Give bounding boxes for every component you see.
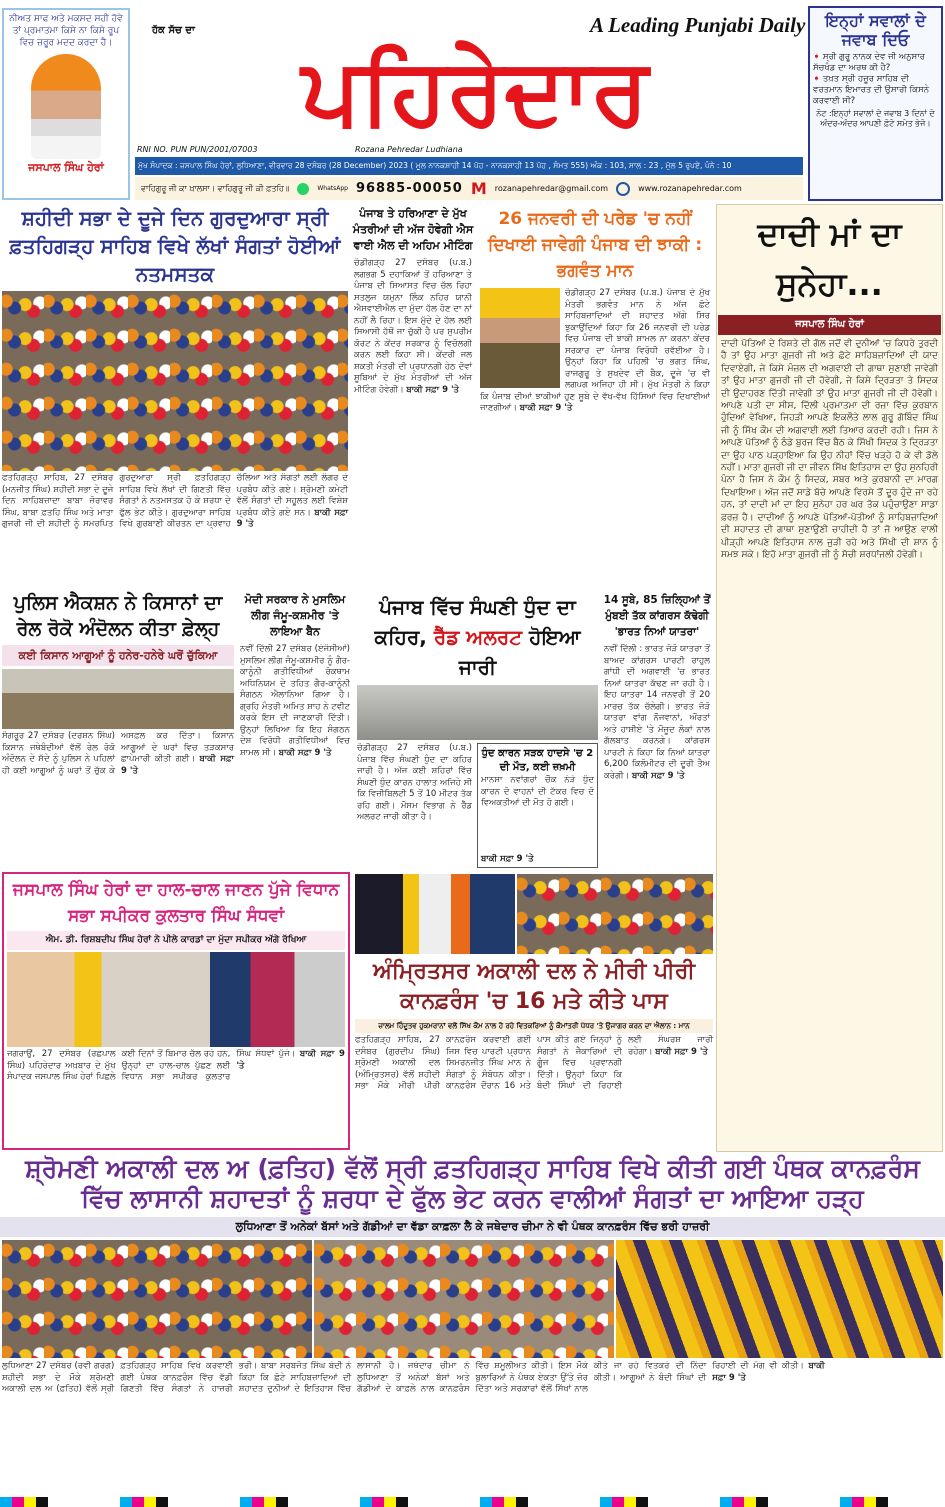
photo-bhagwant-mann: [480, 288, 560, 388]
headline-amritsar-akali: ਅੰਮ੍ਰਿਤਸਰ ਅਕਾਲੀ ਦਲ ਨੇ ਮੀਰੀ ਪੀਰੀ ਕਾਨਫ਼ਰੰਸ 'ਚ 16 ਮਤੇ ਕੀਤੇ ਪਾਸ: [372, 959, 696, 1014]
continued-link[interactable]: ਬਾਕੀ ਸਫ਼ਾ 9 'ਤੇ: [655, 1046, 708, 1057]
speaker-subhead: ਐਮ. ਡੀ. ਰਿਸ਼ਬਦੀਪ ਸਿੰਘ ਹੇਰਾਂ ਨੇ ਪੀਲੇ ਕਾਰਡਾਂ ਦਾ ਮੁੱਦਾ ਸਪੀਕਰ ਅੱਗੇ ਰੱਖਿਆ: [7, 931, 345, 950]
newspaper-logo: ਪਹਿਰੇਦਾਰ: [301, 38, 649, 145]
continued-link[interactable]: ਬਾਕੀ ਸਫ਼ਾ 9 'ਤੇ: [236, 1049, 345, 1071]
continued-link[interactable]: ਬਾਕੀ ਸਫ਼ਾ 9 'ਤੇ: [406, 384, 459, 395]
headline-fatehgarh: ਸ਼ਹੀਦੀ ਸਭਾ ਦੇ ਦੂਜੇ ਦਿਨ ਗੁਰਦੁਆਰਾ ਸ੍ਰੀ ਫ਼ਤਹਿਗੜ੍ਹ ਸਾਹਿਬ ਵਿਖੇ ਲੱਖਾਂ ਸੰਗਤਾਂ ਹੋਈਆਂ ਨਤਮਸਤਕ: [9, 206, 341, 286]
photo-simranjit-mann: [355, 874, 515, 954]
continued-link[interactable]: ਬਾਕੀ ਸਫ਼ਾ 9 'ਤੇ: [631, 770, 685, 781]
amritsar-subhead: ਜ਼ਾਲਮ ਹਿੰਦੂਤਵ ਹੁਕਮਰਾਨਾਂ ਵਲੋਂ ਸਿੱਖ ਕੌਮ ਨਾਲ ਹੋ ਰਹੇ ਵਿਤਕਰਿਆਂ ਨੂੰ ਕੌਮਾਂਤਰੀ ਪੱਧਰ 'ਤੇ ਉਜਾਗਰ ਕਰਨ ਦਾ ਐਲਾਨ : ਮਾਨ: [355, 1019, 713, 1033]
headline-speaker-visit: ਜਸਪਾਲ ਸਿੰਘ ਹੇਰਾਂ ਦਾ ਹਾਲ-ਚਾਲ ਜਾਣਨ ਪੁੱਜੇ ਵਿਧਾਨ ਸਭਾ ਸਪੀਕਰ ਕੁਲਤਾਰ ਸਿੰਘ ਸੰਧਵਾਂ: [12, 880, 340, 926]
story-fatehgarh: [0, 204, 350, 582]
article-body-meeting: ਚੰਡੀਗੜ੍ਹ 27 ਦਸੰਬਰ (ਪ.ਬ.) ਲਗਭਗ 5 ਦਹਾਕਿਆਂ ਤੋਂ ਹਰਿਆਣਾ ਤੇ ਪੰਜਾਬ ਦੀ ਸਿਆਸਤ ਵਿਚ ਚੱਲ ਰਿਹਾ ਸਤਲੁਜ ਯਮੁਨਾ ਲਿੰਕ ਨਹਿਰ ਯਾਨੀ ਐਸਵਾਈਐਲ ਦਾ ਮੁੱਦਾ ਹੱਲ ਹੋਣ ਦਾ ਨਾਂ ਨਹੀਂ ਲੈ ਰਿਹਾ। ਇਸ ਮੁੱਦੇ ਦੇ ਹੱਲ ਲਈ ਸਿਆਸੀ ਹੱਥੋਂ ਜਾ ਚੁੱਕੀ ਹੈ ਪਰ ਸੁਪਰੀਮ ਕੋਰਟ ਨੇ ਕੇਂਦਰ ਸਰਕਾਰ ਨੂੰ ਵਿਚੋਲਗੀ ਕਰਨ ਲਈ ਕਿਹਾ ਸੀ। ਕੇਂਦਰੀ ਜਲ ਸ਼ਕਤੀ ਮੰਤਰੀ ਦੀ ਪ੍ਰਧਾਨਗੀ ਹੇਠ ਦੋਵਾਂ ਸੂਬਿਆਂ ਦੇ ਮੁੱਖ ਮੰਤਰੀਆਂ ਦੀ ਅੱਜ ਮੀਟਿੰਗ ਹੋਵੇਗੀ। ਬਾਕੀ ਸਫ਼ਾ 9 'ਤੇ: [354, 258, 472, 395]
story-amritsar-akali: [355, 874, 713, 1150]
photo-sangat-crowd: [2, 291, 348, 471]
headline-dadi-maa: ਦਾਦੀ ਮਾਂ ਦਾ ਸੁਨੇਹਾ...: [757, 215, 902, 303]
photo-fog-road: [357, 685, 598, 740]
fog-accident-box: ਧੁੰਦ ਕਾਰਨ ਸੜਕ ਹਾਦਸੇ 'ਚ 2 ਦੀ ਮੌਤ, ਕਈ ਜ਼ਖ਼ਮੀ ਮਾਨਸਾ ਨਵਾਂਗਰਾਂ ਚੌਕ ਨੇੜੇ ਧੁੰਦ ਕਾਰਨ ਦੋ ਵਾਹਨਾਂ ਦੀ ਟੱਕਰ ਵਿਚ ਦੋ ਵਿਅਕਤੀਆਂ ਦੀ ਮੌਤ ਹੋ ਗਈ। ਬਾਕੀ ਸਫ਼ਾ 9 'ਤੇ: [477, 743, 598, 868]
continued-link[interactable]: ਬਾਕੀ ਸਫ਼ਾ 9 'ਤੇ: [481, 854, 534, 864]
quiz-question: ➧ ਤਖ਼ਤ ਸ੍ਰੀ ਹਜ਼ੂਰ ਸਾਹਿਬ ਦੀ ਵਰਤਮਾਨ ਇਮਾਰਤ ਦੀ ਉਸਾਰੀ ਕਿਸਨੇ ਕਰਵਾਈ ਸੀ?: [813, 74, 930, 106]
photo-speaker-visit: [7, 952, 345, 1047]
police-subhead: ਕਈ ਕਿਸਾਨ ਆਗੂਆਂ ਨੂੰ ਹਨੇਰ-ਹਨੇਰੇ ਘਰੋਂ ਚੁੱਕਿਆ: [2, 645, 234, 666]
article-body-amritsar: ਫਤਹਿਗੜ੍ਹ ਸਾਹਿਬ, 27 ਦਸੰਬਰ (ਗੁਰਦੀਪ ਸਿੰਘ) ਸ਼੍ਰੋਮਣੀ ਅਕਾਲੀ ਦਲ (ਅੰਮ੍ਰਿਤਸਰ) ਵੱਲੋਂ ਸ਼ਹੀਦੀ ਸਭਾ ਮੌਕੇ ਮੀਰੀ ਪੀਰੀ ਕਾਨਫ਼ਰੰਸ ਕਰਵਾਈ ਗਈ ਜਿਸ ਵਿਚ ਪਾਰਟੀ ਪ੍ਰਧਾਨ ਸਿਮਰਨਜੀਤ ਸਿੰਘ ਮਾਨ ਨੇ ਸੰਗਤਾਂ ਨੂੰ ਸੰਬੋਧਨ ਕੀਤਾ। ਕਾਨਫ਼ਰੰਸ ਦੌਰਾਨ 16 ਮਤੇ ਪਾਸ ਕੀਤੇ ਗਏ ਜਿਨ੍ਹਾਂ ਨੂੰ ਸੰਗਤਾਂ ਨੇ ਜੈਕਾਰਿਆਂ ਦੀ ਗੂੰਜ ਵਿਚ ਪ੍ਰਵਾਨਗੀ ਦਿੱਤੀ। ਉਨ੍ਹਾਂ ਕਿਹਾ ਕਿ ਬੰਦੀ ਸਿੰਘਾਂ ਦੀ ਰਿਹਾਈ ਲਈ ਸੰਘਰਸ਼ ਜਾਰੀ ਰਹੇਗਾ। ਬਾਕੀ ਸਫ਼ਾ 9 'ਤੇ: [355, 1035, 713, 1091]
left-ad-name: ਜਸਪਾਲ ਸਿੰਘ ਹੇਰਾਂ: [28, 161, 104, 174]
article-body-fog: ਚੰਡੀਗੜ੍ਹ 27 ਦਸੰਬਰ (ਪ.ਬ.) ਪੰਜਾਬ ਵਿੱਚ ਸੰਘਣੀ ਧੁੰਦ ਦਾ ਕਹਿਰ ਜਾਰੀ ਹੈ। ਅੱਜ ਕਈ ਸ਼ਹਿਰਾਂ ਵਿੱਚ ਸੰਘਣੀ ਧੁੰਦ ਕਾਰਨ ਹਾਲਾਤ ਅਜਿਹੇ ਸੀ ਕਿ ਵਿਜ਼ੀਬਿਲਟੀ 5 ਤੋਂ 10 ਮੀਟਰ ਤੱਕ ਰਹਿ ਗਈ। ਮੌਸਮ ਵਿਭਾਗ ਨੇ ਰੈੱਡ ਅਲਰਟ ਜਾਰੀ ਕੀਤਾ ਹੈ।: [357, 743, 472, 822]
whatsapp-label: WhatsApp: [317, 185, 348, 192]
headline-panthak-conference: ਸ਼੍ਰੋਮਣੀ ਅਕਾਲੀ ਦਲ ਅ (ਫ਼ਤਿਹ) ਵੱਲੋਂ ਸ੍ਰੀ ਫ਼ਤਹਿਗੜ੍ਹ ਸਾਹਿਬ ਵਿਖੇ ਕੀਤੀ ਗਈ ਪੰਥਕ ਕਾਨਫ਼ਰੰਸ ਵਿੱਚ ਲਾਸਾਨੀ ਸ਼ਹਾਦਤਾਂ ਨੂੰ ਸ਼ਰਧਾ ਦੇ ਫੁੱਲ ਭੇਟ ਕਰਨ ਵਾਲੀਆਂ ਸੰਗਤਾਂ ਦਾ ਆਇਆ ਹੜ੍ਹ: [25, 1154, 920, 1213]
conference-subhead: ਲੁਧਿਆਣਾ ਤੋਂ ਅਨੇਕਾਂ ਬੱਸਾਂ ਅਤੇ ਗੱਡੀਆਂ ਦਾ ਵੱਡਾ ਕਾਫ਼ਲਾ ਲੈ ਕੇ ਜਥੇਦਾਰ ਚੀਮਾ ਨੇ ਵੀ ਪੰਥਕ ਕਾਨਫ਼ਰੰਸ ਵਿੱਚ ਭਰੀ ਹਾਜ਼ਰੀ: [0, 1217, 945, 1237]
quiz-box: [808, 6, 943, 201]
email-link[interactable]: rozanapehredar@gmail.com: [494, 184, 609, 193]
phone-number[interactable]: 96885-00050: [355, 181, 463, 196]
photo-conference-gathering: [314, 1240, 614, 1358]
headline-fog-accident: ਧੁੰਦ ਕਾਰਨ ਸੜਕ ਹਾਦਸੇ 'ਚ 2 ਦੀ ਮੌਤ, ਕਈ ਜ਼ਖ਼ਮੀ: [481, 748, 594, 773]
editorial-body: ਦਾਦੀ ਪੋਤਿਆਂ ਦੇ ਰਿਸ਼ਤੇ ਦੀ ਗੱਲ ਜਦੋਂ ਵੀ ਦੁਨੀਆਂ 'ਚ ਕਿਧਰੇ ਤੁਰਦੀ ਹੈ ਤਾਂ ਉਹ ਮਾਤਾ ਗੁਜਰੀ ਜੀ ਅਤੇ ਛੋਟੇ ਸਾਹਿਬਜ਼ਾਦਿਆਂ ਦੀ ਯਾਦ ਦਿਵਾਏਗੀ, ਜੇ ਕਿਸੇ ਮੰਜ਼ਲ ਦੀ ਅਗਵਾਈ ਦੀ ਗਾਥਾ ਸੁਣਾਈ ਜਾਵੇਗੀ ਤਾਂ ਉਹ ਮਾਤਾ ਗੁਜਰੀ ਜੀ ਦੀ ਹੋਵੇਗੀ, ਜੇ ਕਿਸੇ ਦ੍ਰਿੜਤਾ ਤੇ ਸਿਦਕ ਦੀ ਉਦਾਹਰਣ ਦਿੱਤੀ ਜਾਵੇਗੀ ਤਾਂ ਉਹ ਮਾਤਾ ਗੁਜਰੀ ਜੀ ਦੀ ਹੋਵੇਗੀ। ਆਪਣੇ ਪਤੀ ਦਾ ਸੀਸ, ਦਿੱਲੀ ਪ੍ਰਮਾਤਮਾ ਦੀ ਰਜ਼ਾ ਵਿੱਚ ਕੁਰਬਾਨ ਹੁੰਦਿਆਂ ਵੇਖਿਆ, ਜਿਹੜੀ ਆਪਣੇ ਇਕਲੌਤੇ ਲਾਲ ਗੁਰੂ ਗੋਬਿੰਦ ਸਿੰਘ ਜੀ ਨੂੰ ਸਿੱਖ ਕੌਮ ਦੀ ਅਗਵਾਈ ਲਈ ਤਿਆਰ ਕਰਦੀ ਰਹੀ। ਜਿਸ ਨੇ ਆਪਣੇ ਪੋਤਿਆਂ ਨੂੰ ਠੰਡੇ ਬੁਰਜ ਵਿੱਚ ਬੈਠ ਕੇ ਸਿੱਖੀ ਸਿਦਕ ਤੇ ਦ੍ਰਿੜਤਾ ਦਾ ਉਹ ਪਾਠ ਪੜ੍ਹਾਇਆ ਕਿ ਉਹ ਨੀਹਾਂ ਵਿੱਚ ਖੜ੍ਹੇ ਹੋ ਕੇ ਵੀ ਡੋਲੇ ਨਹੀਂ। ਮਾਤਾ ਗੁਜਰੀ ਜੀ ਦਾ ਜੀਵਨ ਸਿੱਖ ਇਤਿਹਾਸ ਦਾ ਉਹ ਸੁਨਹਿਰੀ ਪੰਨਾ ਹੈ ਜਿਸ ਨੇ ਕੌਮ ਨੂੰ ਸਿਦਕ, ਸਬਰ ਅਤੇ ਕੁਰਬਾਨੀ ਦਾ ਮਾਰਗ ਦਿਖਾਇਆ। ਅੱਜ ਜਦੋਂ ਸਾਡੇ ਬੱਚੇ ਆਪਣੇ ਵਿਰਸੇ ਤੋਂ ਦੂਰ ਹੁੰਦੇ ਜਾ ਰਹੇ ਹਨ, ਤਾਂ ਦਾਦੀ ਮਾਂ ਦਾ ਇਹ ਸੁਨੇਹਾ ਹਰ ਘਰ ਤੱਕ ਪਹੁੰਚਾਉਣਾ ਸਾਡਾ ਫ਼ਰਜ਼ ਹੈ। ਦਾਦੀਆਂ ਨੂੰ ਆਪਣੇ ਪੋਤਿਆਂ-ਪੋਤੀਆਂ ਨੂੰ ਸਾਹਿਬਜ਼ਾਦਿਆਂ ਦੀ ਸ਼ਹਾਦਤ ਦੀ ਗਾਥਾ ਸੁਣਾਉਣੀ ਚਾਹੀਦੀ ਹੈ ਤਾਂ ਜੋ ਆਉਣ ਵਾਲੀ ਪੀੜ੍ਹੀ ਆਪਣੇ ਇਤਿਹਾਸ ਨਾਲ ਜੁੜੀ ਰਹੇ ਅਤੇ ਸਿੱਖੀ ਦੀ ਸ਼ਾਨ ਨੂੰ ਸਮਝ ਸਕੇ। ਇਹੋ ਮਾਤਾ ਗੁਜਰੀ ਜੀ ਨੂੰ ਸੱਚੀ ਸ਼ਰਧਾਂਜਲੀ ਹੋਵੇਗੀ।: [721, 339, 938, 560]
photo-conference-leaders: [2, 1240, 312, 1358]
continued-link[interactable]: ਬਾਕੀ ਸਫ਼ਾ 9 'ਤੇ: [236, 507, 349, 529]
quiz-title: ਇਨ੍ਹਾਂ ਸਵਾਲਾਂ ਦੇ ਜਵਾਬ ਦਿਓ: [825, 11, 926, 49]
headline-nyay-yatra: 14 ਸੂਬੇ, 85 ਜ਼ਿਲ੍ਹਿਆਂ ਤੋਂ ਮੁੰਬਈ ਤੱਕ ਕਾਂਗਰਸ ਕੱਢੇਗੀ 'ਭਾਰਤ ਨਿਆਂ ਯਾਤਰਾ': [603, 594, 711, 638]
greeting: ਵਾਹਿਗੁਰੂ ਜੀ ਕਾ ਖ਼ਾਲਸਾ। ਵਾਹਿਗੁਰੂ ਜੀ ਕੀ ਫ਼ਤਹਿ॥: [141, 183, 290, 193]
story-nyay-yatra: [602, 592, 712, 868]
article-body-conference: ਲੁਧਿਆਣਾ 27 ਦਸੰਬਰ (ਰਵੀ ਗਰਗ) ਸ਼ਹੀਦੀ ਸਭਾ ਦੇ ਮੌਕੇ ਸ਼੍ਰੋਮਣੀ ਅਕਾਲੀ ਦਲ ਅ (ਫ਼ਤਿਹ) ਵੱਲੋਂ ਸ੍ਰੀ ਫ਼ਤਹਿਗੜ੍ਹ ਸਾਹਿਬ ਵਿਖੇ ਕਰਵਾਈ ਗਈ ਪੰਥਕ ਕਾਨਫ਼ਰੰਸ ਵਿੱਚ ਵੱਡੀ ਗਿਣਤੀ ਵਿੱਚ ਸੰਗਤਾਂ ਨੇ ਹਾਜ਼ਰੀ ਭਰੀ। ਬਾਬਾ ਸਰਬਜੋਤ ਸਿੰਘ ਬੇਦੀ ਨੇ ਕਿਹਾ ਕਿ ਛੋਟੇ ਸਾਹਿਬਜ਼ਾਦਿਆਂ ਦੀ ਸ਼ਹਾਦਤ ਦੁਨੀਆਂ ਦੇ ਇਤਿਹਾਸ ਵਿੱਚ ਲਾਸਾਨੀ ਹੈ। ਜਥੇਦਾਰ ਚੀਮਾ ਨੇ ਲੁਧਿਆਣਾ ਤੋਂ ਅਨੇਕਾਂ ਬੱਸਾਂ ਅਤੇ ਗੱਡੀਆਂ ਦੇ ਕਾਫ਼ਲੇ ਨਾਲ ਕਾਨਫ਼ਰੰਸ ਵਿੱਚ ਸ਼ਮੂਲੀਅਤ ਕੀਤੀ। ਇਸ ਮੌਕੇ ਬੁਲਾਰਿਆਂ ਨੇ ਪੰਥਕ ਏਕਤਾ ਉੱਤੇ ਜ਼ੋਰ ਦਿੱਤਾ ਅਤੇ ਸਰਕਾਰਾਂ ਵੱਲੋਂ ਸਿੱਖਾਂ ਨਾਲ ਕੀਤੇ ਜਾ ਰਹੇ ਵਿਤਕਰੇ ਦੀ ਨਿੰਦਾ ਕੀਤੀ। ਆਗੂਆਂ ਨੇ ਬੰਦੀ ਸਿੰਘਾਂ ਦੀ ਰਿਹਾਈ ਦੀ ਮੰਗ ਵੀ ਕੀਤੀ। ਬਾਕੀ ਸਫ਼ਾ 9 'ਤੇ: [2, 1361, 825, 1394]
contact-bar: [135, 177, 803, 200]
headline-police-action: ਪੁਲਿਸ ਐਕਸ਼ਨ ਨੇ ਕਿਸਾਨਾਂ ਦਾ ਰੇਲ ਰੋਕੋ ਅੰਦੋਲਨ ਕੀਤਾ ਫ਼ੇਲ੍ਹ: [13, 592, 223, 640]
continued-link[interactable]: ਬਾਕੀ ਸਫ਼ਾ 9 'ਤੇ: [121, 754, 234, 776]
publication-place: Rozana Pehredar Ludhiana: [355, 145, 463, 154]
photo-farmers-protest: [2, 669, 234, 729]
globe-icon: [616, 182, 630, 196]
amritsar-photos: [355, 874, 713, 954]
fog-lower-row: [355, 743, 600, 868]
story-fog: [355, 592, 600, 868]
photo-flags-rally: [616, 1240, 943, 1358]
editor-portrait: [31, 54, 101, 159]
continued-link[interactable]: ਬਾਕੀ ਸਫ਼ਾ 9 'ਤੇ: [519, 403, 573, 413]
rni-number: RNI NO. PUN PUN/2001/07003: [137, 145, 258, 154]
headline-parade: 26 ਜਨਵਰੀ ਦੀ ਪਰੇਡ 'ਚ ਨਹੀਂ ਦਿਖਾਈ ਜਾਵੇਗੀ ਪੰਜਾਬ ਦੀ ਝਾਕੀ : ਭਗਵੰਤ ਮਾਨ: [487, 209, 703, 281]
tagline-en: A Leading Punjabi Daily: [590, 13, 806, 37]
article-body-parade: ਚੰਡੀਗੜ੍ਹ 27 ਦਸੰਬਰ (ਪ.ਬ.) ਪੰਜਾਬ ਦੇ ਮੁੱਖ ਮੰਤਰੀ ਭਗਵੰਤ ਮਾਨ ਨੇ ਅੱਜ ਛੋਟੇ ਸਾਹਿਬਜ਼ਾਦਿਆਂ ਦੀ ਸ਼ਹਾਦਤ ਅੱਗੇ ਸਿਰ ਝੁਕਾਉਂਦਿਆਂ ਕਿਹਾ ਕਿ 26 ਜਨਵਰੀ ਦੀ ਪਰੇਡ ਵਿਚ ਪੰਜਾਬ ਦੀ ਝਾਕੀ ਸ਼ਾਮਲ ਨਾ ਕਰਨਾ ਕੇਂਦਰ ਸਰਕਾਰ ਦਾ ਪੰਜਾਬ ਵਿਰੋਧੀ ਰਵੱਈਆ ਹੈ। ਉਨ੍ਹਾਂ ਕਿਹਾ ਕਿ ਪਹਿਲੀ 'ਚ ਭਗਤ ਸਿੰਘ, ਰਾਜਗੁਰੂ ਤੇ ਸੁਖਦੇਵ ਦੀ ਬੈਕ, ਦੂਜੇ 'ਚ ਵੀ ਲਗਪਗ ਅਜਿਹਾ ਹੀ ਸੀ। ਮੁੱਖ ਮੰਤਰੀ ਨੇ ਕਿਹਾ ਕਿ ਪੰਜਾਬ ਦੀਆਂ ਝਾਕੀਆਂ ਹੁਣ ਸੂਬੇ ਦੇ ਵੱਖ-ਵੱਖ ਹਿੱਸਿਆਂ ਵਿਚ ਦਿਖਾਈਆਂ ਜਾਣਗੀਆਂ। ਬਾਕੀ ਸਫ਼ਾ 9 'ਤੇ: [480, 288, 710, 413]
color-registration-bar: [0, 1497, 945, 1507]
article-body-modi: ਨਵੀਂ ਦਿੱਲੀ 27 ਦਸੰਬਰ (ਏਜੰਸੀਆਂ) ਮੁਸਲਿਮ ਲੀਗ ਜੰਮੂ-ਕਸ਼ਮੀਰ ਨੂੰ ਗੈਰ-ਕਾਨੂੰਨੀ ਗਤੀਵਿਧੀਆਂ ਰੋਕਥਾਮ ਅਧਿਨਿਯਮ ਦੇ ਤਹਿਤ ਗੈਰ-ਕਾਨੂੰਨੀ ਸੰਗਠਨ ਐਲਾਨਿਆ ਗਿਆ ਹੈ। ਗ੍ਰਹਿ ਮੰਤਰੀ ਅਮਿਤ ਸ਼ਾਹ ਨੇ ਟਵੀਟ ਕਰਕੇ ਇਸ ਦੀ ਜਾਣਕਾਰੀ ਦਿੱਤੀ। ਉਨ੍ਹਾਂ ਲਿਖਿਆ ਕਿ ਇਹ ਸੰਗਠਨ ਦੇਸ਼ ਵਿਰੋਧੀ ਗਤੀਵਿਧੀਆਂ ਵਿਚ ਸ਼ਾਮਲ ਸੀ। ਬਾਕੀ ਸਫ਼ਾ 9 'ਤੇ: [240, 644, 350, 758]
story-parade: [478, 206, 712, 582]
headline-muslim-league: ਮੋਦੀ ਸਰਕਾਰ ਨੇ ਮੁਸਲਿਮ ਲੀਗ ਜੰਮੂ-ਕਸ਼ਮੀਰ 'ਤੇ ਲਾਇਆ ਬੈਨ: [244, 593, 346, 638]
article-body-speaker: ਜਗਰਾਉਂ, 27 ਦਸੰਬਰ (ਰਛਪਾਲ ਸਿੰਘ) ਪਹਿਰੇਦਾਰ ਅਖ਼ਬਾਰ ਦੇ ਮੁੱਖ ਸੰਪਾਦਕ ਜਸਪਾਲ ਸਿੰਘ ਹੇਰਾਂ ਪਿਛਲੇ ਕਈ ਦਿਨਾਂ ਤੋਂ ਬਿਮਾਰ ਚੱਲ ਰਹੇ ਹਨ, ਉਨ੍ਹਾਂ ਦਾ ਹਾਲ-ਚਾਲ ਪੁੱਛਣ ਲਈ ਵਿਧਾਨ ਸਭਾ ਸਪੀਕਰ ਕੁਲਤਾਰ ਸਿੰਘ ਸੰਧਵਾਂ ਪੁੱਜੇ। ਬਾਕੀ ਸਫ਼ਾ 9 'ਤੇ: [7, 1049, 345, 1082]
quiz-question: ➧ ਸ੍ਰੀ ਗੁਰੂ ਨਾਨਕ ਦੇਵ ਜੀ ਅਨੁਸਾਰ ਸੱਚਖੰਡ ਦਾ ਅਰਥ ਕੀ ਹੈ?: [813, 52, 925, 73]
headline-syl-meeting: ਪੰਜਾਬ ਤੇ ਹਰਿਆਣਾ ਦੇ ਮੁੱਖ ਮੰਤਰੀਆਂ ਦੀ ਅੱਜ ਹੋਵੇਗੀ ਐਸ ਵਾਈ ਐਲ ਦੀ ਅਹਿਮ ਮੀਟਿੰਗ: [352, 207, 474, 252]
whatsapp-icon: [297, 183, 309, 195]
article-body-fatehgarh: ਫਤਹਿਗੜ੍ਹ ਸਾਹਿਬ, 27 ਦਸੰਬਰ (ਮਨਜੀਤ ਸਿੰਘ) ਸ਼ਹੀਦੀ ਸਭਾ ਦੇ ਦੂਜੇ ਦਿਨ ਸਾਹਿਬਜ਼ਾਦਾ ਬਾਬਾ ਜ਼ੋਰਾਵਰ ਸਿੰਘ, ਬਾਬਾ ਫ਼ਤਹਿ ਸਿੰਘ ਅਤੇ ਮਾਤਾ ਗੁਜਰੀ ਜੀ ਦੀ ਸ਼ਹੀਦੀ ਨੂੰ ਸਮਰਪਿਤ ਗੁਰਦੁਆਰਾ ਸ੍ਰੀ ਫ਼ਤਹਿਗੜ੍ਹ ਸਾਹਿਬ ਵਿਖੇ ਲੱਖਾਂ ਦੀ ਗਿਣਤੀ ਵਿੱਚ ਸੰਗਤਾਂ ਨੇ ਨਤਮਸਤਕ ਹੋ ਕੇ ਸ਼ਰਧਾ ਦੇ ਫੁੱਲ ਭੇਟ ਕੀਤੇ। ਗੁਰਦੁਆਰਾ ਸਾਹਿਬ ਵਿਖੇ ਗੁਰਬਾਣੀ ਕੀਰਤਨ ਦਾ ਪ੍ਰਵਾਹ ਚੱਲਿਆ ਅਤੇ ਸੰਗਤਾਂ ਲਈ ਲੰਗਰ ਦੇ ਪ੍ਰਬੰਧ ਕੀਤੇ ਗਏ। ਸ਼੍ਰੋਮਣੀ ਕਮੇਟੀ ਵੱਲੋਂ ਸੰਗਤਾਂ ਦੀ ਸਹੂਲਤ ਲਈ ਵਿਸ਼ੇਸ਼ ਪ੍ਰਬੰਧ ਕੀਤੇ ਗਏ ਸਨ। ਬਾਕੀ ਸਫ਼ਾ 9 'ਤੇ: [2, 473, 349, 529]
story-syl-meeting: [352, 206, 474, 582]
story-muslim-league: [238, 592, 352, 868]
story-panthak-conference: [0, 1154, 945, 1496]
tagline-pa: ਹੱਕ ਸੱਚ ਦਾ: [152, 25, 195, 36]
conference-photos: [2, 1240, 943, 1358]
photo-conference-crowd: [517, 874, 713, 954]
editorial-byline: ਜਸਪਾਲ ਸਿੰਘ ਹੇਰਾਂ: [718, 315, 941, 335]
article-body-police: ਸੰਗਰੂਰ 27 ਦਸੰਬਰ (ਦਰਸ਼ਨ ਸਿੰਘ) ਕਿਸਾਨ ਜਥੇਬੰਦੀਆਂ ਵੱਲੋਂ ਰੇਲ ਰੋਕੋ ਅੰਦੋਲਨ ਦੇ ਸੱਦੇ ਨੂੰ ਪੁਲਿਸ ਨੇ ਪਹਿਲਾਂ ਹੀ ਕਈ ਆਗੂਆਂ ਨੂੰ ਘਰਾਂ ਤੋਂ ਚੁੱਕ ਕੇ ਅਸਫ਼ਲ ਕਰ ਦਿੱਤਾ। ਕਿਸਾਨ ਆਗੂਆਂ ਦੇ ਘਰਾਂ ਵਿਚ ਤੜਕਸਾਰ ਛਾਪੇਮਾਰੀ ਕੀਤੀ ਗਈ। ਬਾਕੀ ਸਫ਼ਾ 9 'ਤੇ: [2, 731, 234, 776]
dateline-bar: ਮੁੱਖ ਸੰਪਾਦਕ : ਜਸਪਾਲ ਸਿੰਘ ਹੇਰਾਂ, ਲੁਧਿਆਣਾ, ਵੀਰਵਾਰ 28 ਦਸੰਬਰ (28 December) 2023 ( ਮੂਲ ਨਾਨਕਸ਼ਾਹੀ 14 ਪੋਹ - ਨਾਨਕਸ਼ਾਹੀ 13 ਪੋਹ , ਸੰਮਤ 555) ਅੰਕ : 103, ਸਾਲ : 23 , ਮੁੱਲ 5 ਰੁਪਏ, ਪੰਨੇ : 10: [135, 157, 803, 175]
mail-icon: M: [470, 179, 487, 198]
article-body-yatra: ਨਵੀਂ ਦਿੱਲੀ : ਭਾਰਤ ਜੋੜੋ ਯਾਤਰਾ ਤੋਂ ਬਾਅਦ ਕਾਂਗਰਸ ਪਾਰਟੀ ਰਾਹੁਲ ਗਾਂਧੀ ਦੀ ਅਗਵਾਈ 'ਚ ਭਾਰਤ ਨਿਆਂ ਯਾਤਰਾ ਕੱਢਣ ਜਾ ਰਹੀ ਹੈ। ਇਹ ਯਾਤਰਾ 14 ਜਨਵਰੀ ਤੋਂ 20 ਮਾਰਚ ਤੱਕ ਚੱਲੇਗੀ। ਭਾਰਤ ਜੋੜੋ ਯਾਤਰਾ ਵਾਂਗ ਨੌਜਵਾਨਾਂ, ਔਰਤਾਂ ਅਤੇ ਹਾਸ਼ੀਏ 'ਤੇ ਮੌਜੂਦ ਲੋਕਾਂ ਨਾਲ ਗੱਲਬਾਤ ਕਰਨਗੇ। ਕਾਂਗਰਸ ਪਾਰਟੀ ਨੇ ਕਿਹਾ ਕਿ ਨਿਆਂ ਯਾਤਰਾ 6,200 ਕਿਲੋਮੀਟਰ ਦੀ ਦੂਰੀ ਤੈਅ ਕਰੇਗੀ। ਬਾਕੀ ਸਫ਼ਾ 9 'ਤੇ: [604, 644, 710, 781]
headline-fog: ਪੰਜਾਬ ਵਿੱਚ ਸੰਘਣੀ ਧੁੰਦ ਦਾ ਕਹਿਰ, ਰੈੱਡ ਅਲਰਟ ਹੋਇਆ ਜਾਰੀ: [374, 595, 581, 679]
jaspal-box: [2, 872, 350, 1150]
quiz-note: ਨੋਟ :ਇਨ੍ਹਾਂ ਸਵਾਲਾਂ ਦੇ ਜਵਾਬ 3 ਦਿਨਾਂ ਦੇ ਅੰਦਰ-ਅੰਦਰ ਆਪਣੀ ਫ਼ੋਟੋ ਸਮੇਤ ਭੇਜੋ।: [816, 109, 935, 128]
continued-link[interactable]: ਬਾਕੀ ਸਫ਼ਾ 9 'ਤੇ: [278, 747, 332, 758]
editorial-box: [716, 204, 943, 1152]
left-ad-box: [2, 8, 130, 200]
left-ad-quote: ਨੀਅਤ ਸਾਫ ਅਤੇ ਮਕਸਦ ਸਹੀ ਹੋਵੇ ਤਾਂ ਪ੍ਰਮਾਤਮਾ ਕਿਸੇ ਨਾ ਕਿਸੇ ਰੂਪ ਵਿਚ ਜ਼ਰੂਰ ਮਦਦ ਕਰਦਾ ਹੈ।: [9, 14, 123, 48]
continued-link[interactable]: ਬਾਕੀ ਸਫ਼ਾ 9 'ਤੇ: [712, 1361, 825, 1383]
website-link[interactable]: www.rozanapehredar.com: [638, 184, 742, 193]
story-police-action: [0, 590, 236, 868]
